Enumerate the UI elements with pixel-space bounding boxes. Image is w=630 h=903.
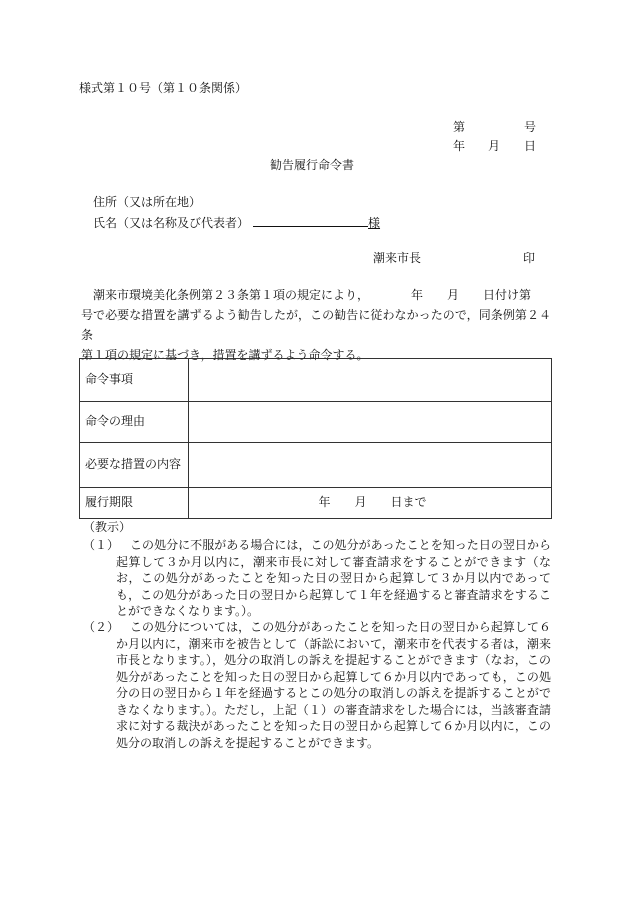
table-row-reason: [80, 402, 552, 443]
table-label: 命令事項: [80, 359, 189, 402]
body-line: 第１項の規定に基づき，措置を講ずるよう命令する。: [81, 348, 369, 362]
table-label: 履行期限: [80, 488, 189, 519]
recipient-name-line: [253, 214, 368, 227]
date-year: 年: [453, 139, 466, 153]
body-line: 号で必要な措置を講ずるよう勧告したが，この勧告に従わなかったので，同条例第２４条: [81, 308, 551, 342]
table-value: [189, 402, 552, 443]
notice-text: この処分に不服がある場合には，この処分があったことを知った日の翌日から起算して３か月以内に，潮来市長に対して審査請求をすることができます（なお，この処分があったことを知った日の翌日から起算して３か月以内であっても，この処分があった日の翌日から起算して１年を経過すると審査請求をすることができなくなります。）。: [116, 538, 551, 618]
honorific: 様: [368, 216, 381, 230]
notice-title: （教示）: [83, 520, 132, 534]
recipient-name-row: [93, 214, 380, 232]
table-row-deadline: [80, 488, 552, 519]
table-value: [189, 443, 552, 488]
date-month: 月: [488, 139, 501, 153]
table-row-order-item: [80, 359, 552, 402]
document-title: 勧告履行命令書: [270, 158, 355, 172]
table-value: [189, 359, 552, 402]
doc-number-prefix: 第: [453, 120, 466, 134]
recipient-name-label: 氏名（又は名称及び代表者）: [93, 216, 250, 230]
notice-item: [83, 619, 551, 751]
notice-number: （２）: [83, 620, 120, 634]
deadline-value: 年 月 日まで: [189, 488, 552, 519]
body-text: [81, 285, 551, 365]
table-label: 必要な措置の内容: [80, 443, 189, 488]
form-number: 様式第１０号（第１０条関係）: [79, 81, 248, 95]
date-day: 日: [524, 139, 537, 153]
table-label: 命令の理由: [80, 402, 189, 443]
doc-number-suffix: 号: [524, 120, 537, 134]
order-table: [79, 358, 552, 519]
notice-text: この処分については，この処分があったことを知った日の翌日から起算して６か月以内に，潮来市を被告として（訴訟において，潮来市を代表する者は，潮来市長となります。），処分の取消しの訴えを提起することができます（なお，この処分があったことを知った日の翌日から起算して６か月以内であっても，この処分の日の翌日から１年を経過するとこの処分の取消しの訴えを提訴することができなくなります。）。ただし，上記（１）の審査請求をした場合には，当該審査請求に対する裁決があったことを知った日の翌日から起算して６か月以内に，この処分の取消しの訴えを提起することができます。: [116, 620, 551, 750]
table-row-measures: [80, 443, 552, 488]
notice-number: （１）: [83, 538, 120, 552]
recipient-address-label: 住所（又は所在地）: [93, 195, 202, 209]
notice-item: [83, 537, 551, 620]
issuer-name: 潮来市長: [373, 251, 422, 265]
body-line: 潮来市環境美化条例第２３条第１項の規定により， 年 月 日付け第: [81, 288, 532, 302]
seal-mark: 印: [523, 251, 536, 265]
